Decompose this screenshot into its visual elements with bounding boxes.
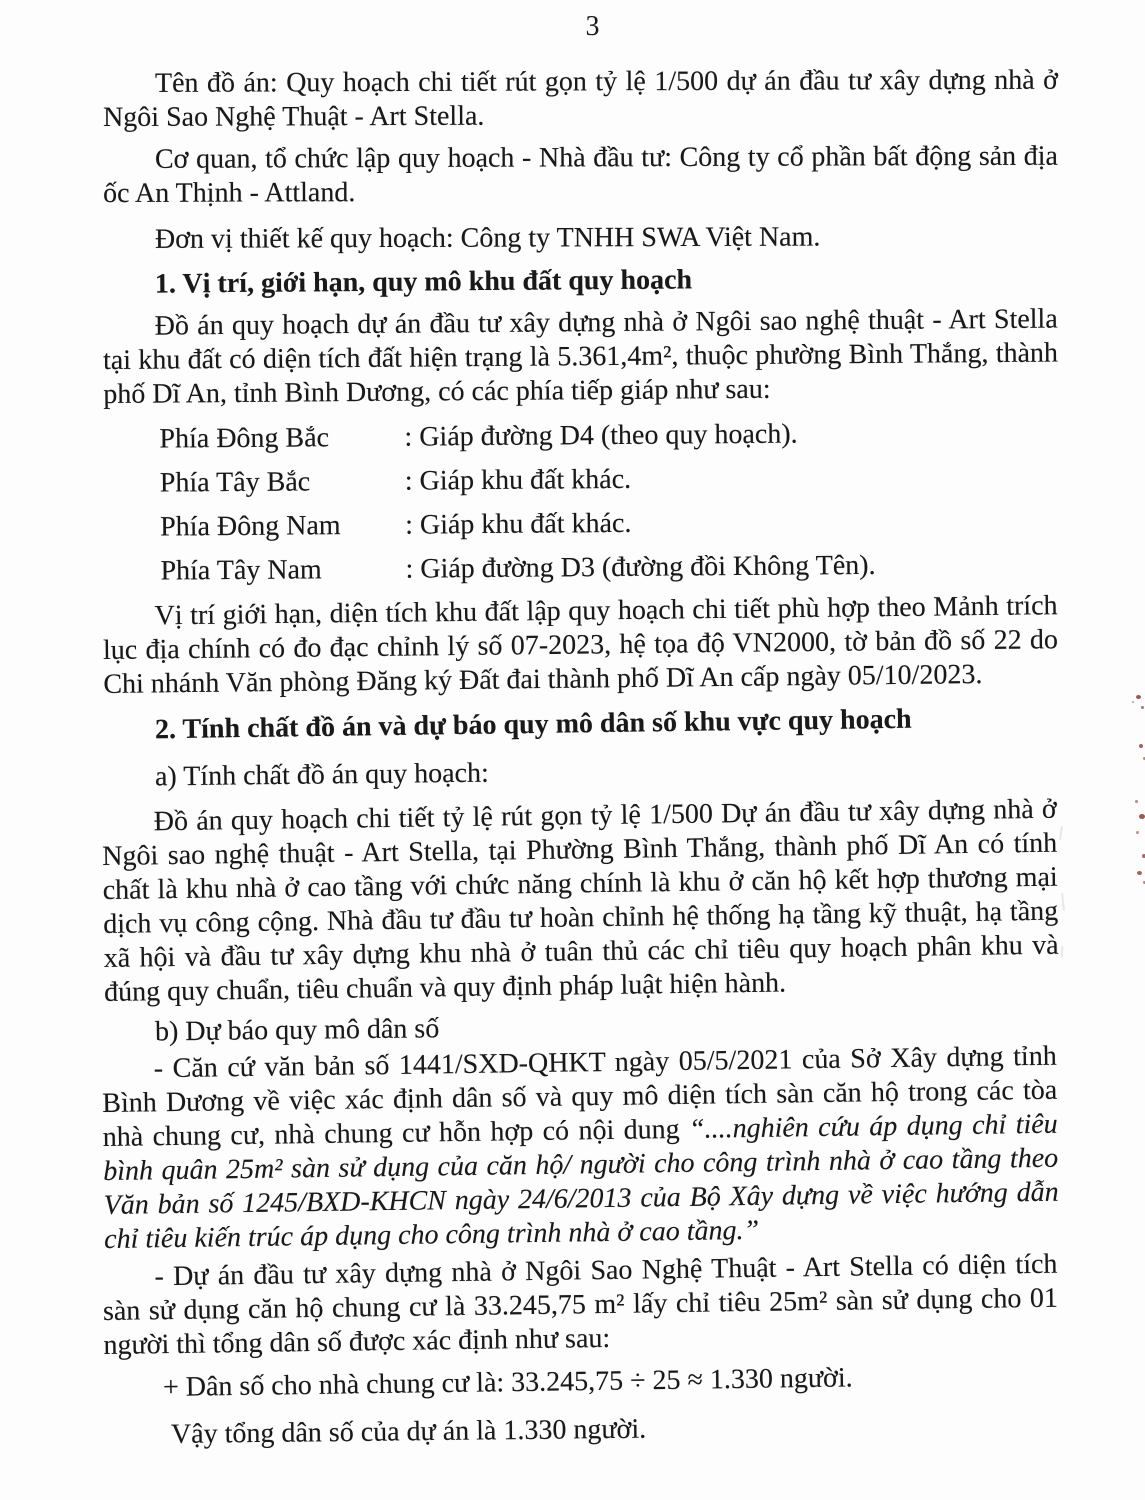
boundary-value: : Giáp đường D4 (theo quy hoạch). <box>404 418 798 453</box>
stamp-speck <box>1136 831 1139 834</box>
population-basis-quote: “....nghiên cứu áp dụng chỉ tiêu bình quân 25m² sàn sử dụng của căn hộ/ người cho công trình nhà ở cao tầng theo Văn bản số 1245/BXD-KHCN ngày 24/6/2013 của Bộ Xây dựng về việc hướng dẫn chỉ tiêu kiến trúc áp dụng cho công trình nhà ở cao tầng.” <box>103 1108 1059 1255</box>
paragraph-project-name: Tên đồ án: Quy hoạch chi tiết rút gọn tỷ lệ 1/500 dự án đầu tư xây dựng nhà ở Ngôi Sao Nghệ Thuật - Art Stella. <box>103 64 1058 133</box>
boundary-row-southwest <box>160 547 1058 588</box>
subsection-b-heading: b) Dự báo quy mô dân số <box>154 1013 440 1048</box>
paragraph-map-extract: Vị trí giới hạn, diện tích khu đất lập quy hoạch chi tiết phù hợp theo Mảnh trích lục địa chính có đo đạc chỉnh lý số 07-2023, hệ tọa độ VN2000, tờ bản đồ số 22 do Chi nhánh Văn phòng Đăng ký Đất đai thành phố Dĩ An cấp ngày 05/10/2023. <box>102 590 1059 700</box>
line-population-calc: + Dân số cho nhà chung cư là: 33.245,75 ÷ 25 ≈ 1.330 người. <box>162 1362 853 1403</box>
boundary-label: Phía Tây Bắc <box>159 466 311 499</box>
stamp-speck <box>1139 744 1143 748</box>
boundary-list <box>102 416 1058 589</box>
stamp-speck <box>1139 814 1145 819</box>
paragraph-floor-area: - Dự án đầu tư xây dựng nhà ở Ngôi Sao Nghệ Thuật - Art Stella có diện tích sàn sử dụng căn hộ chung cư là 33.245,75 m² lấy chỉ tiêu 25m² sàn sử dụng cho 01 người thì tổng dân số được xác định như sau: <box>102 1248 1059 1361</box>
pencil-mark <box>1061 893 1065 911</box>
paragraph-project-character: Đồ án quy hoạch chi tiết tỷ lệ rút gọn tỷ lệ 1/500 Dự án đầu tư xây dựng nhà ở Ngôi sao nghệ thuật - Art Stella, tại Phường Bình Thắng, thành phố Dĩ An có tính chất là khu nhà ở cao tầng với chức năng chính là khu ở căn hộ kết hợp thương mại dịch vụ công cộng. Nhà đầu tư đầu tư hoàn chỉnh hệ thống hạ tầng kỹ thuật, hạ tầng xã hội và đầu tư xây dựng khu nhà ở tuân thủ các chỉ tiêu quy hoạch phân khu và đúng quy chuẩn, tiêu chuẩn và quy định pháp luật hiện hành. <box>102 793 1059 1008</box>
boundary-value: : Giáp khu đất khác. <box>404 463 632 497</box>
subsection-a-heading: a) Tính chất đồ án quy hoạch: <box>154 757 489 793</box>
boundary-value: : Giáp khu đất khác. <box>405 507 632 541</box>
section-1-heading: 1. Vị trí, giới hạn, quy mô khu đất quy hoạch <box>154 264 693 300</box>
boundary-label: Phía Đông Nam <box>160 510 341 543</box>
stamp-speck <box>1135 800 1138 803</box>
section-2-heading: 2. Tính chất đồ án và dự báo quy mô dân số khu vực quy hoạch <box>154 703 912 746</box>
line-population-total: Vậy tổng dân số của dự án là 1.330 người. <box>170 1413 647 1450</box>
paragraph-investor: Cơ quan, tổ chức lập quy hoạch - Nhà đầu tư: Công ty cổ phần bất động sản địa ốc An Thịnh - Attland. <box>103 140 1058 209</box>
boundary-label: Phía Đông Bắc <box>159 422 330 455</box>
paragraph-design-unit: Đơn vị thiết kế quy hoạch: Công ty TNHH SWA Việt Nam. <box>154 221 821 255</box>
boundary-row-northwest <box>160 460 1058 501</box>
population-basis-text: - Căn cứ văn bản số 1441/SXD-QHKT ngày 05/5/2021 của Sở Xây dựng tỉnh Bình Dương về việc xác định dân số và quy mô diện tích sàn căn hộ trong các tòa nhà chung cư, nhà chung cư hỗn hợp có nội dung <box>102 1040 1058 1154</box>
stamp-speck <box>1136 695 1141 699</box>
boundary-value: : Giáp đường D3 (đường đồi Không Tên). <box>405 549 876 585</box>
stamp-speck <box>1141 706 1144 709</box>
pencil-mark <box>1059 826 1063 840</box>
boundary-row-southeast <box>160 503 1058 544</box>
pencil-mark <box>1061 946 1064 958</box>
stamp-speck <box>1137 871 1142 875</box>
document-body <box>102 64 1059 1452</box>
stamp-speck <box>1132 701 1134 703</box>
paragraph-location-intro: Đồ án quy hoạch dự án đầu tư xây dựng nhà ở Ngôi sao nghệ thuật - Art Stella tại khu đất có diện tích đất hiện trạng là 5.361,4m², thuộc phường Bình Thắng, thành phố Dĩ An, tỉnh Bình Dương, có các phía tiếp giáp như sau: <box>102 303 1059 410</box>
page-number: 3 <box>585 11 600 42</box>
paragraph-population-basis <box>102 1040 1060 1257</box>
boundary-label: Phía Tây Nam <box>160 554 322 587</box>
boundary-row-northeast <box>159 416 1057 457</box>
